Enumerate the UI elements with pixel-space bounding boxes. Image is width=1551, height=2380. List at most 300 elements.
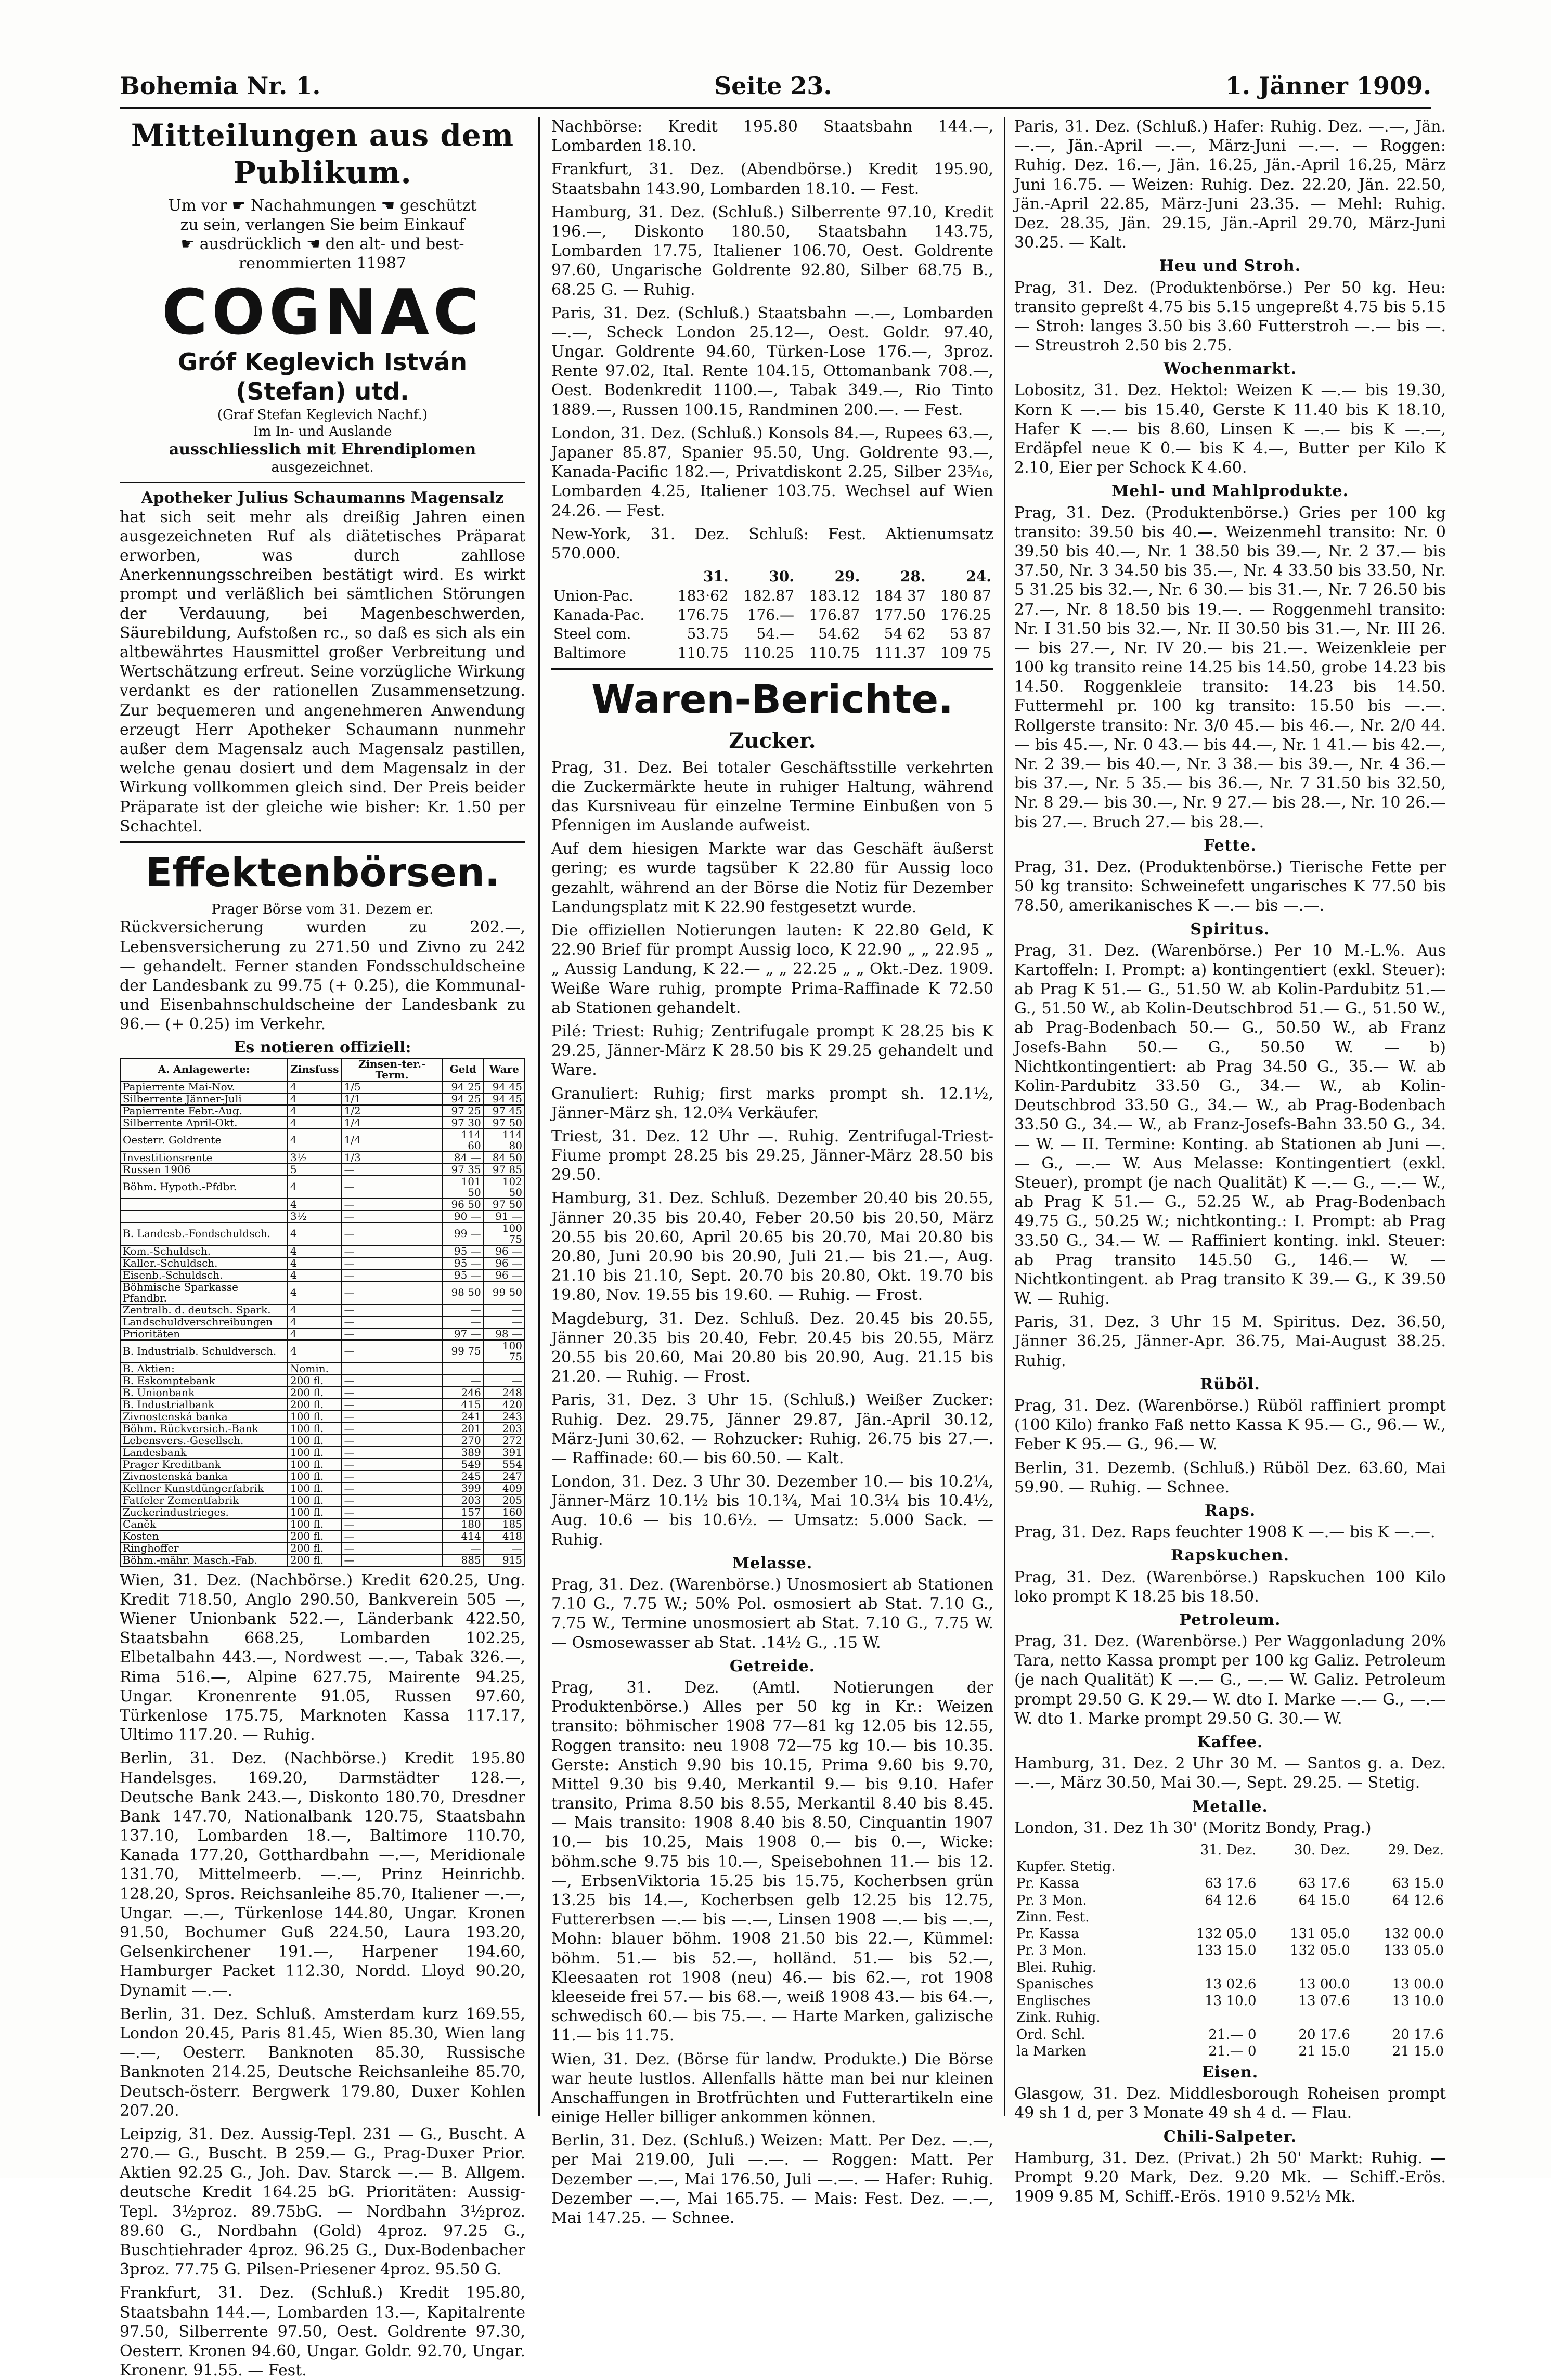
kurs-table-row-cell: 114 60 (443, 1129, 484, 1152)
metal-table-row-cell: Kupfer. Stetig. (1016, 1859, 1116, 1875)
newyork-table-row-cell: 183.12 (809, 587, 860, 604)
cognac-awards: ausschliesslich mit Ehrendiplomen (169, 440, 476, 459)
metal-table-row (1014, 1942, 1446, 1959)
kurs-table-row-cell: Zivnostenská banka (120, 1411, 288, 1423)
kurs-table-row-cell: 95 — (443, 1245, 484, 1257)
kurs-table-row-cell: 97 50 (484, 1199, 525, 1211)
metal-table-row-cell: 21 15.0 (1298, 2043, 1350, 2059)
kurs-table-row-cell: — (342, 1269, 443, 1281)
ny-col-2: 30. (769, 568, 795, 586)
metal-table-row-cell (1352, 2009, 1446, 2026)
ny-col-4: 28. (900, 568, 926, 586)
kurs-table-row-cell: 1/4 (342, 1117, 443, 1129)
fette-title: Fette. (1204, 836, 1257, 855)
kurs-table-row-cell: — (342, 1447, 443, 1459)
rueboel-title: Rüböl. (1200, 1375, 1260, 1394)
newyork-table-row-cell: 177.50 (874, 606, 926, 623)
kurs-table-row-cell: 1/5 (342, 1081, 443, 1093)
kurs-table-row (120, 1399, 525, 1411)
metal-table-row-cell: 13 10.0 (1392, 1993, 1444, 2009)
melasse-text: Prag, 31. Dez. (Warenbörse.) Unosmosiert ab Stationen 7.10 G., 7.75 W.; 50% Pol. osmosiert ab Stat. 7.10 G., 7.75 W., Termine unosmosiert ab Stat. 7.10 G., 7.75 W. — Osmosewasser ab Stat. .14½ G., .15 W. (551, 1576, 993, 1652)
wochenmarkt-title: Wochenmarkt. (1163, 360, 1297, 379)
kurs-table-row-cell (120, 1199, 288, 1211)
kurs-table-row-cell: 414 (443, 1530, 484, 1542)
kurs-table-row-cell: 114 80 (484, 1129, 525, 1152)
notieren-label: Es notieren offiziell: (234, 1038, 411, 1057)
zucker-title: Zucker. (729, 728, 816, 753)
cognac-maker-note: (Graf Stefan Keglevich Nachf.) (217, 407, 428, 423)
magdeburg-report: Magdeburg, 31. Dez. Schluß. Dez. 20.45 bis 20.55, Jänner 20.35 bis 20.40, Febr. 20.45 bis 20.55, März 20.55 bis 20.60, Mai 20.80 bis 20.90, Aug. 21.15 bis 21.20. — Ruhig. — Frost. (551, 1309, 993, 1386)
raps-title: Raps. (1204, 1501, 1256, 1520)
newyork-table-row-cell: 180 87 (940, 587, 991, 604)
kurs-table-row-cell: 100 fl. (288, 1411, 342, 1423)
kurs-table-row-cell: 5 (288, 1164, 342, 1176)
kurs-table-row-cell: — (342, 1375, 443, 1387)
kurs-table-row-cell: 205 (484, 1494, 525, 1506)
kurs-table-row-cell: B. Industrialbank (120, 1399, 288, 1411)
newyork-report: New-York, 31. Dez. Schluß: Fest. Aktienumsatz 570.000. (551, 525, 993, 563)
metal-table-row (1014, 1909, 1446, 1926)
kurs-table-row (120, 1471, 525, 1482)
metal-table-row-cell (1352, 1959, 1446, 1976)
metal-table-row-cell: 132 05.0 (1289, 1943, 1350, 1959)
metal-table-row-cell: 13 00.0 (1298, 1976, 1350, 1992)
kurs-table (120, 1058, 525, 1567)
rapskuchen-title: Rapskuchen. (1171, 1546, 1289, 1565)
kurs-table-row (120, 1411, 525, 1423)
kurs-table-row-cell: Zuckerindustrieges. (120, 1506, 288, 1518)
kurs-col-name: A. Anlagewerte: (120, 1058, 288, 1081)
kurs-table-row-cell: 247 (484, 1471, 525, 1482)
metal-table-body (1014, 1858, 1446, 2060)
kurs-table-row-cell: 100 fl. (288, 1447, 342, 1459)
kurs-table-row-cell: 389 (443, 1447, 484, 1459)
kurs-table-row-cell: 4 (288, 1093, 342, 1105)
kurs-table-row-cell: — (342, 1506, 443, 1518)
kurs-table-row-cell: Lebensvers.-Gesellsch. (120, 1435, 288, 1447)
metal-table-row (1014, 1858, 1446, 1875)
kurs-table-row-cell: 96 — (484, 1245, 525, 1257)
getreide-text: Prag, 31. Dez. (Amtl. Notierungen der Produktenbörse.) Alles per 50 kg in Kr.: Weizen transito: böhmischer 1908 77—81 kg 12.05 bis 12.55, Roggen transito: neu 1908 72—75 kg 10.— bis 10.35. Gerste: Anstich 9.90 bis 10.15, Prima 9.60 bis 9.70, Mittel 9.30 bis 9.40, Merkantil 9.— bis 9.10. Hafer transito, Prima 8.50 bis 8.55, Merkantil 8.40 bis 8.45. — Mais transito: 1908 8.40 bis 8.50, Cinquantin 1907 10.— bis 10.25, Mais 1908 0.— bis 0.—, Wicke: böhm.sche 9.75 bis 10.—, Speisebohnen 11.— bis 12.—, ErbsenViktoria 15.25 bis 15.75, Kocherbsen grün 13.25 bis 14.—, Kocherbsen gelb 12.25 bis 12.75, Futtererbsen —.— bis —.—, Linsen 1908 —.— bis —.—, Mohn: blauer böhm. 1908 21.50 bis 22.—, Kümmel: böhm. 51.— bis 52.—, holländ. 51.— bis 52.—, Kleesaaten rot 1908 (neu) 46.— bis 62.—, rot 1908 kleeseide frei 57.— bis 68.—, weiß 1908 43.— bis 64.—, schwedisch 60.— bis 75.—. — Harte Marken, galizische 11.— bis 11.75. (551, 1678, 993, 2045)
kurs-table-row (120, 1482, 525, 1494)
kurs-table-row-cell: 3½ (288, 1152, 342, 1164)
page-header (120, 68, 1431, 104)
kurs-table-row-cell: 1/3 (342, 1152, 443, 1164)
kurs-table-row (120, 1447, 525, 1459)
kurs-table-row-cell: 4 (288, 1222, 342, 1245)
metal-table-header (1014, 1842, 1446, 1858)
cognac-ad-line-3: ☛ ausdrücklich ☚ den alt- und best- (180, 235, 464, 254)
magensalz-text: hat sich seit mehr als dreißig Jahren einen ausgezeichneten Ruf als diätetisches Präparat erworben, was durch zahllose Anerkennungsschreiben bestätigt wird. Es wirkt prompt und verläßlich bei sämtlichen Störungen der Verdauung, bei Magenbeschwerden, Säurebildung, Aufstoßen rc., so daß es sich als ein altbewährtes Hausmittel großer Verbreitung und Wertschätzung erfreut. Seine vorzügliche Wirkung verdankt es der rationellen Zusammensetzung. Zur bequemeren und angenehmeren Anwendung erzeugt Herr Apotheker Schaumann nunmehr außer dem Magensalz auch Magensalz pastillen, welche genau dosiert und dem Magensalz in der Wirkung vollkommen gleich sind. Der Preis beider Präparate ist der gleiche wie bisher: Kr. 1.50 per Schachtel. (120, 508, 525, 836)
header-issue: Bohemia Nr. 1. (120, 72, 321, 100)
kurs-table-row-cell: — (342, 1518, 443, 1530)
kurs-table-row-cell: Eisenb.-Schuldsch. (120, 1269, 288, 1281)
column-1 (120, 117, 525, 2380)
metal-table-row-cell (1165, 1858, 1258, 1875)
kurs-table-row-cell: 157 (443, 1506, 484, 1518)
zucker-text-2: Auf dem hiesigen Markte war das Geschäft äußerst gering; es wurde tagsüber K 22.80 für Aussig loco gezahlt, während an der Börse die Notiz für Dezember Landungsplatz mit K 22.90 festgesetzt wurde. (551, 840, 993, 916)
newyork-table-row-cell: Kanada-Pac. (553, 606, 645, 623)
kurs-table-row-cell: 420 (484, 1399, 525, 1411)
kurs-table-row-cell: 100 fl. (288, 1423, 342, 1435)
kurs-table-row-cell: 98 50 (443, 1281, 484, 1304)
frankfurt-evening-report: Frankfurt, 31. Dez. (Abendbörse.) Kredit 195.90, Staatsbahn 143.90, Lombarden 18.10. — Fest. (551, 160, 993, 198)
kurs-table-row-cell: 97 45 (484, 1105, 525, 1117)
kurs-table-row-cell: — (342, 1222, 443, 1245)
metal-table-row-cell: 21 15.0 (1392, 2043, 1444, 2059)
wien-report: Wien, 31. Dez. (Nachbörse.) Kredit 620.25, Ung. Kredit 718.50, Anglo 290.50, Bankverein 505 —, Wiener Unionbank 522.—, Länderbank 422.50, Staatsbahn 668.25, Lombarden 102.25, Elbetalbahn 443.—, Nordwest —.—, Tabak 326.—, Rima 516.—, Alpine 627.75, Mairente 94.25, Ungar. Kronenrente 91.05, Russen 97.60, Türkenlose 175.75, Marknoten Kassa 117.17, Ultimo 117.20. — Ruhig. (120, 1571, 525, 1745)
metal-table-row-cell: 13 00.0 (1392, 1976, 1444, 1992)
kurs-table-row-cell: 100 fl. (288, 1506, 342, 1518)
kurs-table-header (120, 1058, 525, 1081)
kurs-table-row-cell: 418 (484, 1530, 525, 1542)
kurs-table-row-cell: 4 (288, 1340, 342, 1363)
kurs-table-row-cell: 97 30 (443, 1117, 484, 1129)
heu-title: Heu und Stroh. (1159, 257, 1301, 276)
kurs-table-row-cell: 84 — (443, 1152, 484, 1164)
chili-text: Hamburg, 31. Dez. (Privat.) 2h 50' Markt: Ruhig. — Prompt 9.20 Mark, Dez. 9.20 Mk. — Schiff.-Erös. 1909 9.85 M, Schiff.-Erös. 1910 9.52½ Mk. (1014, 2149, 1446, 2206)
metal-table-row (1014, 2043, 1446, 2060)
kurs-table-row-cell: 1/1 (342, 1093, 443, 1105)
berlin-rueboel-report: Berlin, 31. Dezemb. (Schluß.) Rüböl Dez. 63.60, Mai 59.90. — Ruhig. — Schnee. (1014, 1459, 1446, 1497)
kurs-table-row (120, 1340, 525, 1363)
kurs-table-row-cell: — (342, 1328, 443, 1340)
kurs-table-row (120, 1423, 525, 1435)
kurs-table-row-cell: 203 (484, 1423, 525, 1435)
newyork-table-row-cell: 53.75 (687, 625, 729, 643)
metal-table-row-cell: 133 05.0 (1384, 1943, 1444, 1959)
zucker-text-3: Die offiziellen Notierungen lauten: K 22.80 Geld, K 22.90 Brief für prompt Aussig loco, K 22.90 „ „ 22.95 „ „ Aussig Landung, K 22.— „ „ 22.25 „ „ Okt.-Dez. 1909. Weiße Ware ruhig, prompte Prima-Raffinade K 72.50 ab Stationen gehandelt. (551, 921, 993, 1017)
kurs-table-row-cell: Nomin. (288, 1363, 342, 1375)
metal-table-row (1014, 1993, 1446, 2009)
metal-table-row-cell: 21.— 0 (1208, 2026, 1257, 2043)
kurs-table-row-cell: 94 45 (484, 1093, 525, 1105)
kurs-table-row-cell: Böhm. Rückversich.-Bank (120, 1423, 288, 1435)
metal-table-row (1014, 1959, 1446, 1976)
eisen-text: Glasgow, 31. Dez. Middlesborough Roheisen prompt 49 sh 1 d, per 3 Monate 49 sh 4 d. — Flau. (1014, 2085, 1446, 2123)
kurs-table-row-cell: 100 fl. (288, 1494, 342, 1506)
newyork-table-row-cell: Baltimore (553, 644, 626, 661)
kurs-table-row-cell (484, 1363, 525, 1375)
cognac-ad-line-2: zu sein, verlangen Sie beim Einkauf (180, 216, 465, 234)
kurs-table-row-cell: 248 (484, 1387, 525, 1399)
kurs-table-row (120, 1328, 525, 1340)
kurs-table-row (120, 1222, 525, 1245)
kurs-table-row (120, 1494, 525, 1506)
kurs-table-row-cell: 409 (484, 1482, 525, 1494)
kurs-table-row (120, 1269, 525, 1281)
kurs-table-row-cell: 399 (443, 1482, 484, 1494)
kurs-table-row-cell: — (443, 1542, 484, 1554)
kurs-table-row-cell: 4 (288, 1257, 342, 1269)
kurs-table-row (120, 1554, 525, 1566)
kurs-table-row-cell: 243 (484, 1411, 525, 1423)
kurs-table-row-cell: 94 25 (443, 1093, 484, 1105)
metal-table-row-cell (1352, 1858, 1446, 1875)
kurs-table-row-cell: — (342, 1176, 443, 1199)
kurs-table-row-cell: B. Eskomptebank (120, 1375, 288, 1387)
kurs-table-row (120, 1387, 525, 1399)
newyork-table-row (551, 625, 993, 644)
metal-table-row-cell (1165, 2009, 1258, 2026)
metal-table-row-cell: 13 07.6 (1298, 1993, 1350, 2009)
kurs-table-row-cell: 97 25 (443, 1105, 484, 1117)
kurs-table-row-cell: 94 25 (443, 1081, 484, 1093)
effekten-text: Rückversicherung wurden zu 202.—, Lebensversicherung zu 271.50 und Zivno zu 242 — gehandelt. Ferner standen Fondsschuldscheine der Landesbank zu 99.75 (+ 0.25), die Kommunal- und Eisenbahnschuldscheine der Landesbank zu 96.— (+ 0.25) im Verkehr. (120, 918, 525, 1034)
effekten-sub: Prager Börse vom 31. Dezem er. (211, 902, 434, 918)
ny-col-3: 29. (834, 568, 860, 586)
spiritus-text: Prag, 31. Dez. (Warenbörse.) Per 10 M.-L.%. Aus Kartoffeln: I. Prompt: a) kontingentiert (exkl. Steuer): ab Prag K 51.— G., 51.50 W. ab Kolin-Pardubitz 51.— G., 51.50 W., ab Kolin-Deutschbrod 51.— G., 51.50 W., ab Prag-Bodenbach 50.— G., 50.50 W., ab Franz Josefs-Bahn 50.— G., 50.50 W. — b) Nichtkontingentiert: ab Prag 34.50 G., 35.— W. ab Kolin-Pardubitz 33.50 G., 34.— W., ab Kolin-Deutschbrod 33.50 G., 34.— W., ab Prag-Bodenbach 33.50 G., 34.— W., ab Franz-Josefs-Bahn 33.50 G., 34.— W. — II. Termine: Konting. ab Stationen ab Juni —.— G., —.— W. Aus Melasse: Kontingentiert (exkl. Steuer), prompt (je nach Qualität) K —.— G., —.— W., ab Prag K 51.— G., 52.25 W., ab Prag-Bodenbach 49.75 G., 50.25 W.; nichtkonting.: I. Prompt: ab Prag 33.50 G., 34.— W. — Raffiniert konting. inkl. Steuer: ab Prag transito 145.50 G., 146.— W. — Nichtkontingent. ab Prag transito K 39.— G., K 39.50 W. — Ruhig. (1014, 941, 1446, 1308)
nachboerse-report: Nachbörse: Kredit 195.80 Staatsbahn 144.—, Lombarden 18.10. (551, 118, 993, 155)
kurs-table-row (120, 1164, 525, 1176)
kurs-table-row-cell: Kellner Kunstdüngerfabrik (120, 1482, 288, 1494)
ny-col-1: 31. (703, 568, 729, 586)
newyork-table-row-cell: 183·62 (677, 587, 729, 604)
kurs-table-row-cell: Oesterr. Goldrente (120, 1129, 288, 1152)
kurs-table-row-cell: — (484, 1375, 525, 1387)
kurs-table-row-cell: 95 — (443, 1269, 484, 1281)
kurs-table-row-cell: 97 35 (443, 1164, 484, 1176)
metal-table-row-cell: Blei. Ruhig. (1016, 1959, 1096, 1975)
cognac-ad-line-1: Um vor ☛ Nachahmungen ☚ geschützt (168, 196, 477, 215)
metal-table-row-cell (1259, 2009, 1352, 2026)
kaffee-title: Kaffee. (1197, 1733, 1263, 1751)
metal-table-row (1014, 1875, 1446, 1892)
kurs-table-row-cell: B. Landesb.-Fondschuldsch. (120, 1222, 288, 1245)
metal-table-row-cell: 13 10.0 (1205, 1993, 1257, 2009)
kurs-table-row-cell: 100 fl. (288, 1518, 342, 1530)
kurs-table-row-cell: 200 fl. (288, 1542, 342, 1554)
metal-table-row-cell (1165, 1959, 1258, 1976)
kurs-table-row (120, 1316, 525, 1328)
kurs-col-zins: Zinsfuss (288, 1058, 342, 1081)
kurs-table-row-cell: — (342, 1530, 443, 1542)
newyork-table-row-cell: 176.75 (677, 606, 729, 623)
metal-table-row-cell: 20 17.6 (1298, 2026, 1350, 2043)
kurs-table-row-cell: 201 (443, 1423, 484, 1435)
kurs-table-row-cell: Zivnostenská banka (120, 1471, 288, 1482)
kurs-table-row-cell: 3½ (288, 1211, 342, 1222)
metal-table-row-cell (1352, 1909, 1446, 1926)
newyork-table-row-cell: 176.25 (940, 606, 991, 623)
fette-text: Prag, 31. Dez. (Produktenbörse.) Tierische Fette per 50 kg transito: Schweinefett ungarisches K 77.50 bis 78.50, amerikanisches K —.— bis —.—. (1014, 857, 1446, 915)
kurs-table-row-cell: 97 85 (484, 1164, 525, 1176)
kurs-table-row-cell: B. Industrialb. Schuldversch. (120, 1340, 288, 1363)
metal-col-2: 30. Dez. (1294, 1842, 1350, 1858)
newyork-table-row-cell: Steel com. (553, 625, 631, 643)
kurs-table-row-cell: 4 (288, 1328, 342, 1340)
kurs-table-row-cell: B. Unionbank (120, 1387, 288, 1399)
petroleum-title: Petroleum. (1179, 1610, 1281, 1629)
newyork-table-row (551, 644, 993, 663)
kurs-table-row-cell: — (342, 1245, 443, 1257)
kurs-table-row-cell: Landschuldverschreibungen (120, 1316, 288, 1328)
kurs-table-row-cell: — (342, 1199, 443, 1211)
kurs-table-row-cell: Silberrente April-Okt. (120, 1117, 288, 1129)
mitteilungen-title: Mitteilungen aus dem Publikum. (131, 118, 514, 190)
kurs-table-row-cell: 415 (443, 1399, 484, 1411)
newyork-table-row (551, 587, 993, 606)
kurs-table-row-cell: 96 50 (443, 1199, 484, 1211)
kurs-table-row-cell: — (342, 1257, 443, 1269)
kaffee-text: Hamburg, 31. Dez. 2 Uhr 30 M. — Santos g. a. Dez. —.—, März 30.50, Mai 30.—, Sept. 29.25. — Stetig. (1014, 1754, 1446, 1792)
newyork-table-row-cell: 176.87 (809, 606, 860, 623)
kurs-table-row-cell: — (342, 1304, 443, 1316)
kurs-table-row-cell: Kosten (120, 1530, 288, 1542)
kurs-table-row-cell: 4 (288, 1105, 342, 1117)
newyork-table-row-cell: 182.87 (743, 587, 795, 604)
ny-col-0 (551, 567, 665, 587)
metal-table-row-cell: 133 15.0 (1196, 1943, 1257, 1959)
kurs-table-row-cell: 4 (288, 1176, 342, 1199)
wien-getreide-report: Wien, 31. Dez. (Börse für landw. Produkte.) Die Börse war heute lustlos. Allenfalls hätte man bei nur kleinen Anschaffungen in Brotfrüchten und Futterartikeln eine einige Heller billiger ankommen können. (551, 2050, 993, 2127)
metal-table-row-cell: 20 17.6 (1392, 2026, 1444, 2043)
kurs-table-row-cell: Caněk (120, 1518, 288, 1530)
metal-table (1014, 1842, 1446, 2060)
kurs-table-row-cell: 272 (484, 1435, 525, 1447)
ny-col-5: 24. (966, 568, 991, 586)
kurs-table-row (120, 1105, 525, 1117)
kurs-table-row (120, 1176, 525, 1199)
column-2 (551, 117, 993, 2228)
metal-table-row-cell (1259, 1909, 1352, 1926)
kurs-table-row-cell: B. Aktien: (120, 1363, 288, 1375)
kurs-table-row-cell: Prager Kreditbank (120, 1459, 288, 1471)
petroleum-text: Prag, 31. Dez. (Warenbörse.) Per Waggonladung 20% Tara, netto Kassa prompt per 100 kg Galiz. Petroleum (je nach Qualität) K —.— G., —.— W. Galiz. Petroleum prompt 29.50 G. K 29.— W. dto I. Marke —.— G., —.— W. dto 1. Marke prompt 29.50 G. 30.— W. (1014, 1632, 1446, 1728)
header-rule (120, 107, 1431, 109)
column-divider-2 (1004, 117, 1005, 2116)
paris-report: Paris, 31. Dez. (Schluß.) Staatsbahn —.—, Lombarden —.—, Scheck London 25.12—, Oest. Goldr. 97.40, Ungar. Goldrente 94.60, Türken-Lose 176.—, 3proz. Rente 97.02, Ital. Rente 104.15, Ottomanbank 708.—, Oest. Bodenkredit 1100.—, Tabak 349.—, Rio Tinto 1889.—, Russen 100.15, Randminen 200.—. — Fest. (551, 304, 993, 419)
kurs-table-row-cell: 180 (443, 1518, 484, 1530)
kurs-table-row (120, 1257, 525, 1269)
kurs-table-row-cell: 101 50 (443, 1176, 484, 1199)
kurs-table-row-cell: Fatfeler Zementfabrik (120, 1494, 288, 1506)
metal-table-row-cell: 21.— 0 (1208, 2043, 1257, 2059)
paris-zucker-report: Paris, 31. Dez. 3 Uhr 15. (Schluß.) Weißer Zucker: Ruhig. Dez. 29.75, Jänner 29.87, Jän.-April 30.12, März-Juni 30.62. — Rohzucker: Ruhig. 26.75 bis 27.—. — Raffinade: 60.— bis 60.50. — Kalt. (551, 1391, 993, 1467)
kurs-table-row-cell: 100 fl. (288, 1482, 342, 1494)
kurs-table-row-cell: 90 — (443, 1211, 484, 1222)
kurs-table-row-cell: 241 (443, 1411, 484, 1423)
kurs-table-row-cell: 4 (288, 1281, 342, 1304)
kurs-table-row-cell: 97 50 (484, 1117, 525, 1129)
cognac-maker: Gróf Keglevich István (Stefan) utd. (177, 347, 468, 406)
wochenmarkt-text: Lobositz, 31. Dez. Hektol: Weizen K —.— bis 19.30, Korn K —.— bis 15.40, Gerste K 11.40 bis K 18.10, Hafer K —.— bis 8.60, Linsen K —.— bis K —.—, Erdäpfel neue K 0.— bis K 4.—, Butter per Kilo K 2.10, Eier per Schock K 4.60. (1014, 381, 1446, 477)
kurs-table-row (120, 1211, 525, 1222)
kurs-table-row (120, 1459, 525, 1471)
kurs-table-row-cell: Zentralb. d. deutsch. Spark. (120, 1304, 288, 1316)
kurs-table-row-cell: Papierrente Mai-Nov. (120, 1081, 288, 1093)
ad-rule (120, 482, 525, 483)
metal-table-row-cell: 132 00.0 (1384, 1926, 1444, 1942)
metal-table-row-cell: 63 17.6 (1205, 1876, 1257, 1892)
newyork-table-row-cell: Union-Pac. (553, 587, 634, 604)
kurs-table-row-cell: Böhm. Hypoth.-Pfdbr. (120, 1176, 288, 1199)
metal-table-row-cell: 64 15.0 (1298, 1892, 1350, 1908)
kurs-table-row-cell: 554 (484, 1459, 525, 1471)
metal-table-row-cell: Zink. Ruhig. (1016, 2010, 1101, 2026)
kurs-table-row-cell: — (342, 1459, 443, 1471)
kurs-table-row-cell: 4 (288, 1316, 342, 1328)
metal-table-row (1014, 2009, 1446, 2026)
kurs-table-row-cell: — (484, 1304, 525, 1316)
kurs-table-row-cell: 4 (288, 1081, 342, 1093)
london-report: London, 31. Dez. (Schluß.) Konsols 84.—, Rupees 63.—, Japaner 85.87, Spanier 95.50, Ung. Goldrente 93.—, Kanada-Pacific 182.—, Privatdiskont 2.25, Silber 23⁵⁄₁₆, Lombarden 4.25, Italiener 103.75. Wechsel auf Wien 24.26. — Fest. (551, 424, 993, 520)
frankfurt-report: Frankfurt, 31. Dez. (Schluß.) Kredit 195.80, Staatsbahn 144.—, Lombarden 13.—, Kapitalrente 97.50, Silberrente 97.50, Oest. Goldrente 97.30, Oesterr. Kronen 94.60, Ungar. Goldr. 92.70, Ungar. Kronenr. 91.55. — Fest. (120, 2284, 525, 2380)
kurs-table-row-cell: 200 fl. (288, 1387, 342, 1399)
kurs-table-row-cell: 100 fl. (288, 1471, 342, 1482)
kurs-table-row-cell: — (342, 1423, 443, 1435)
kurs-table-row-cell: 4 (288, 1269, 342, 1281)
metal-table-row (1014, 1892, 1446, 1909)
magensalz-title: Apotheker Julius Schaumanns Magensalz (141, 488, 504, 507)
kurs-table-row-cell: — (342, 1316, 443, 1328)
metal-col-3: 29. Dez. (1388, 1842, 1444, 1858)
kurs-table-row-cell: 96 — (484, 1257, 525, 1269)
kurs-table-row-cell: Ringhoffer (120, 1542, 288, 1554)
getreide-title: Getreide. (729, 1657, 816, 1675)
hamburg-zucker-report: Hamburg, 31. Dez. Schluß. Dezember 20.40 bis 20.55, Jänner 20.35 bis 20.40, Feber 20.50 bis 20.50, März 20.55 bis 20.60, April 20.65 bis 20.70, Mai 20.80 bis 20.80, Juni 20.90 bis 20.90, Juli 21.— bis 21.—, Aug. 21.10 bis 21.10, Sept. 20.70 bis 20.80, Okt. 19.70 bis 19.80, Nov. 19.55 bis 19.60. — Ruhig. — Frost. (551, 1189, 993, 1305)
metal-table-row-cell: Ord. Schl. (1016, 2026, 1085, 2043)
kurs-table-row-cell: — (342, 1211, 443, 1222)
kurs-table-row-cell: — (342, 1482, 443, 1494)
london-zucker-report: London, 31. Dez. 3 Uhr 30. Dezember 10.— bis 10.2¼, Jänner-März 10.1½ bis 10.1¾, Mai 10.3¼ bis 10.4½, Aug. 10.6 — bis 10.6½. — Umsatz: 5.000 Sack. — Ruhig. (551, 1473, 993, 1549)
kurs-table-row-cell: 94 45 (484, 1081, 525, 1093)
leipzig-report: Leipzig, 31. Dez. Aussig-Tepl. 231 — G., Buscht. A 270.— G., Buscht. B 259.— G., Prag-Duxer Prior. Aktien 92.25 G., Joh. Dav. Starck —.— B. Allgem. deutsche Kredit 164.25 bG. Prioritäten: Aussig-Tepl. 3½proz. 89.75bG. — Nordbahn 3½proz. 89.60 G., Nordbahn (Gold) 4proz. 97.25 G., Buschtiehrader 4proz. 96.25 G., Dux-Bodenbacher 3proz. 77.75 G. Pilsen-Priesener 4proz. 95.50 G. (120, 2125, 525, 2279)
spiritus-title: Spiritus. (1190, 920, 1270, 939)
metal-table-row-cell: Pr. Kassa (1016, 1876, 1079, 1892)
paris-getreide-report: Paris, 31. Dez. (Schluß.) Hafer: Ruhig. Dez. —.—, Jän. —.—, Jän.-April —.—, März-Juni —.—. — Roggen: Ruhig. Dez. 16.—, Jän. 16.25, Jän.-April 16.25, März Juni 16.75. — Weizen: Ruhig. Dez. 22.20, Jän. 22.50, Jän.-April 22.85, März-Juni 23.35. — Mehl: Ruhig. Dez. 28.35, Jän. 29.15, Jän.-April 29.70, März-Juni 30.25. — Kalt. (1014, 118, 1446, 252)
kurs-table-row-cell: 99 50 (484, 1281, 525, 1304)
kurs-table-row-cell: — (443, 1304, 484, 1316)
metal-col-0 (1014, 1842, 1165, 1858)
rueboel-text: Prag, 31. Dez. (Warenbörse.) Rüböl raffiniert prompt (100 Kilo) franko Faß netto Kassa K 95.— G., 96.— W., Feber K 95.— G., 96.— W. (1014, 1397, 1446, 1454)
metal-table-row (1014, 1976, 1446, 1993)
kurs-col-ware: Ware (484, 1058, 525, 1081)
kurs-table-row-cell (342, 1363, 443, 1375)
kurs-table-row-cell: 100 75 (484, 1340, 525, 1363)
mehl-text: Prag, 31. Dez. (Produktenbörse.) Gries per 100 kg transito: 39.50 bis 40.—. Weizenmehl transito: Nr. 0 39.50 bis 40.—, Nr. 1 38.50 bis 39.—, Nr. 2 37.— bis 37.50, Nr. 3 34.50 bis 35.—, Nr. 4 33.50 bis 33.50, Nr. 5 31.25 bis 32.—, Nr. 6 30.— bis 31.—, Nr. 7 26.50 bis 27.—, Nr. 8 18.50 bis 19.—. — Roggenmehl transito: Nr. I 31.50 bis 32.—, Nr. II 30.50 bis 31.—, Nr. III 26.— bis 27.—, Nr. IV 20.— bis 21.—. Weizenkleie per 100 kg transito reine 14.25 bis 14.50, grobe 14.23 bis 14.50. Roggenkleie transito: 14.23 bis 14.50. Futtermehl pr. 100 kg transito: 15.50 bis —.—. Rollgerste transito: Nr. 3/0 45.— bis 46.—, Nr. 2/0 44.— bis 45.—, Nr. 0 43.— bis 44.—, Nr. 1 41.— bis 42.—, Nr. 2 39.— bis 40.—, Nr. 3 38.— bis 39.—, Nr. 4 36.— bis 37.—, Nr. 5 35.— bis 36.—, Nr. 7 31.50 bis 32.50, Nr. 8 29.— bis 30.—, Nr. 9 27.— bis 28.—, Nr. 10 26.— bis 27.—. Bruch 27.— bis 28.—. (1014, 503, 1446, 831)
kurs-table-row (120, 1375, 525, 1387)
kurs-table-row-cell: — (342, 1435, 443, 1447)
kurs-table-row-cell: 4 (288, 1117, 342, 1129)
metal-table-row-cell: 64 12.6 (1392, 1892, 1444, 1908)
mehl-title: Mehl- und Mahlprodukte. (1111, 482, 1349, 501)
newyork-table-row-cell: 53 87 (949, 625, 991, 643)
newyork-table-row-cell: 111.37 (874, 644, 926, 661)
kurs-table-row-cell: 200 fl. (288, 1375, 342, 1387)
newyork-table-row-cell: 176.— (747, 606, 795, 623)
newyork-table-row-cell: 109 75 (940, 644, 991, 661)
kurs-table-row (120, 1542, 525, 1554)
kurs-table-row (120, 1093, 525, 1105)
kurs-table-row-cell: 203 (443, 1494, 484, 1506)
heu-text: Prag, 31. Dez. (Produktenbörse.) Per 50 kg. Heu: transito gepreßt 4.75 bis 5.15 ungepreßt 4.75 bis 5.15 — Stroh: langes 3.50 bis 3.60 Futterstroh —.— bis —.— Streustroh 2.50 bis 2.75. (1014, 278, 1446, 355)
kurs-table-row-cell: — (443, 1316, 484, 1328)
newyork-table-row-cell: 54.— (756, 625, 795, 643)
metal-table-row-cell: Pr. 3 Mon. (1016, 1892, 1087, 1908)
kurs-table-row-cell: 1/2 (342, 1105, 443, 1117)
triest-report: Triest, 31. Dez. 12 Uhr —. Ruhig. Zentrifugal-Triest-Fiume prompt 28.25 bis 29.25, Jänner-März 28.50 bis 29.50. (551, 1127, 993, 1185)
kurs-table-row-cell: — (342, 1399, 443, 1411)
kurs-table-row-cell: 4 (288, 1129, 342, 1152)
melasse-title: Melasse. (732, 1554, 813, 1572)
kurs-table-row-cell: 4 (288, 1245, 342, 1257)
berlin-report: Berlin, 31. Dez. (Nachbörse.) Kredit 195.80 Handelsges. 169.20, Darmstädter 128.—, Deutsche Bank 243.—, Diskonto 180.70, Dresdner Bank 147.70, Nationalbank 120.75, Staatsbahn 137.10, Lombarden 18.—, Baltimore 110.70, Kanada 177.20, Gotthardbahn —.—, Meridionale 131.70, Mittelmeerb. —.—, Prinz Heinrichb. 128.20, Spros. Reichsanleihe 85.70, Italiener —.—, Ungar. —.—, Türkenlose 144.80, Ungar. Kronen 91.50, Bochumer Guß 224.50, Laura 193.20, Gelsenkirchener 191.—, Harpener 194.60, Hamburger Packet 112.30, Nordd. Lloyd 90.20, Dynamit —.—. (120, 1749, 525, 2000)
metal-table-row-cell: Zinn. Fest. (1016, 1909, 1090, 1925)
kurs-table-row-cell: 200 fl. (288, 1554, 342, 1566)
kurs-table-row-cell: 97 — (443, 1328, 484, 1340)
kurs-table-row-cell: 100 fl. (288, 1435, 342, 1447)
